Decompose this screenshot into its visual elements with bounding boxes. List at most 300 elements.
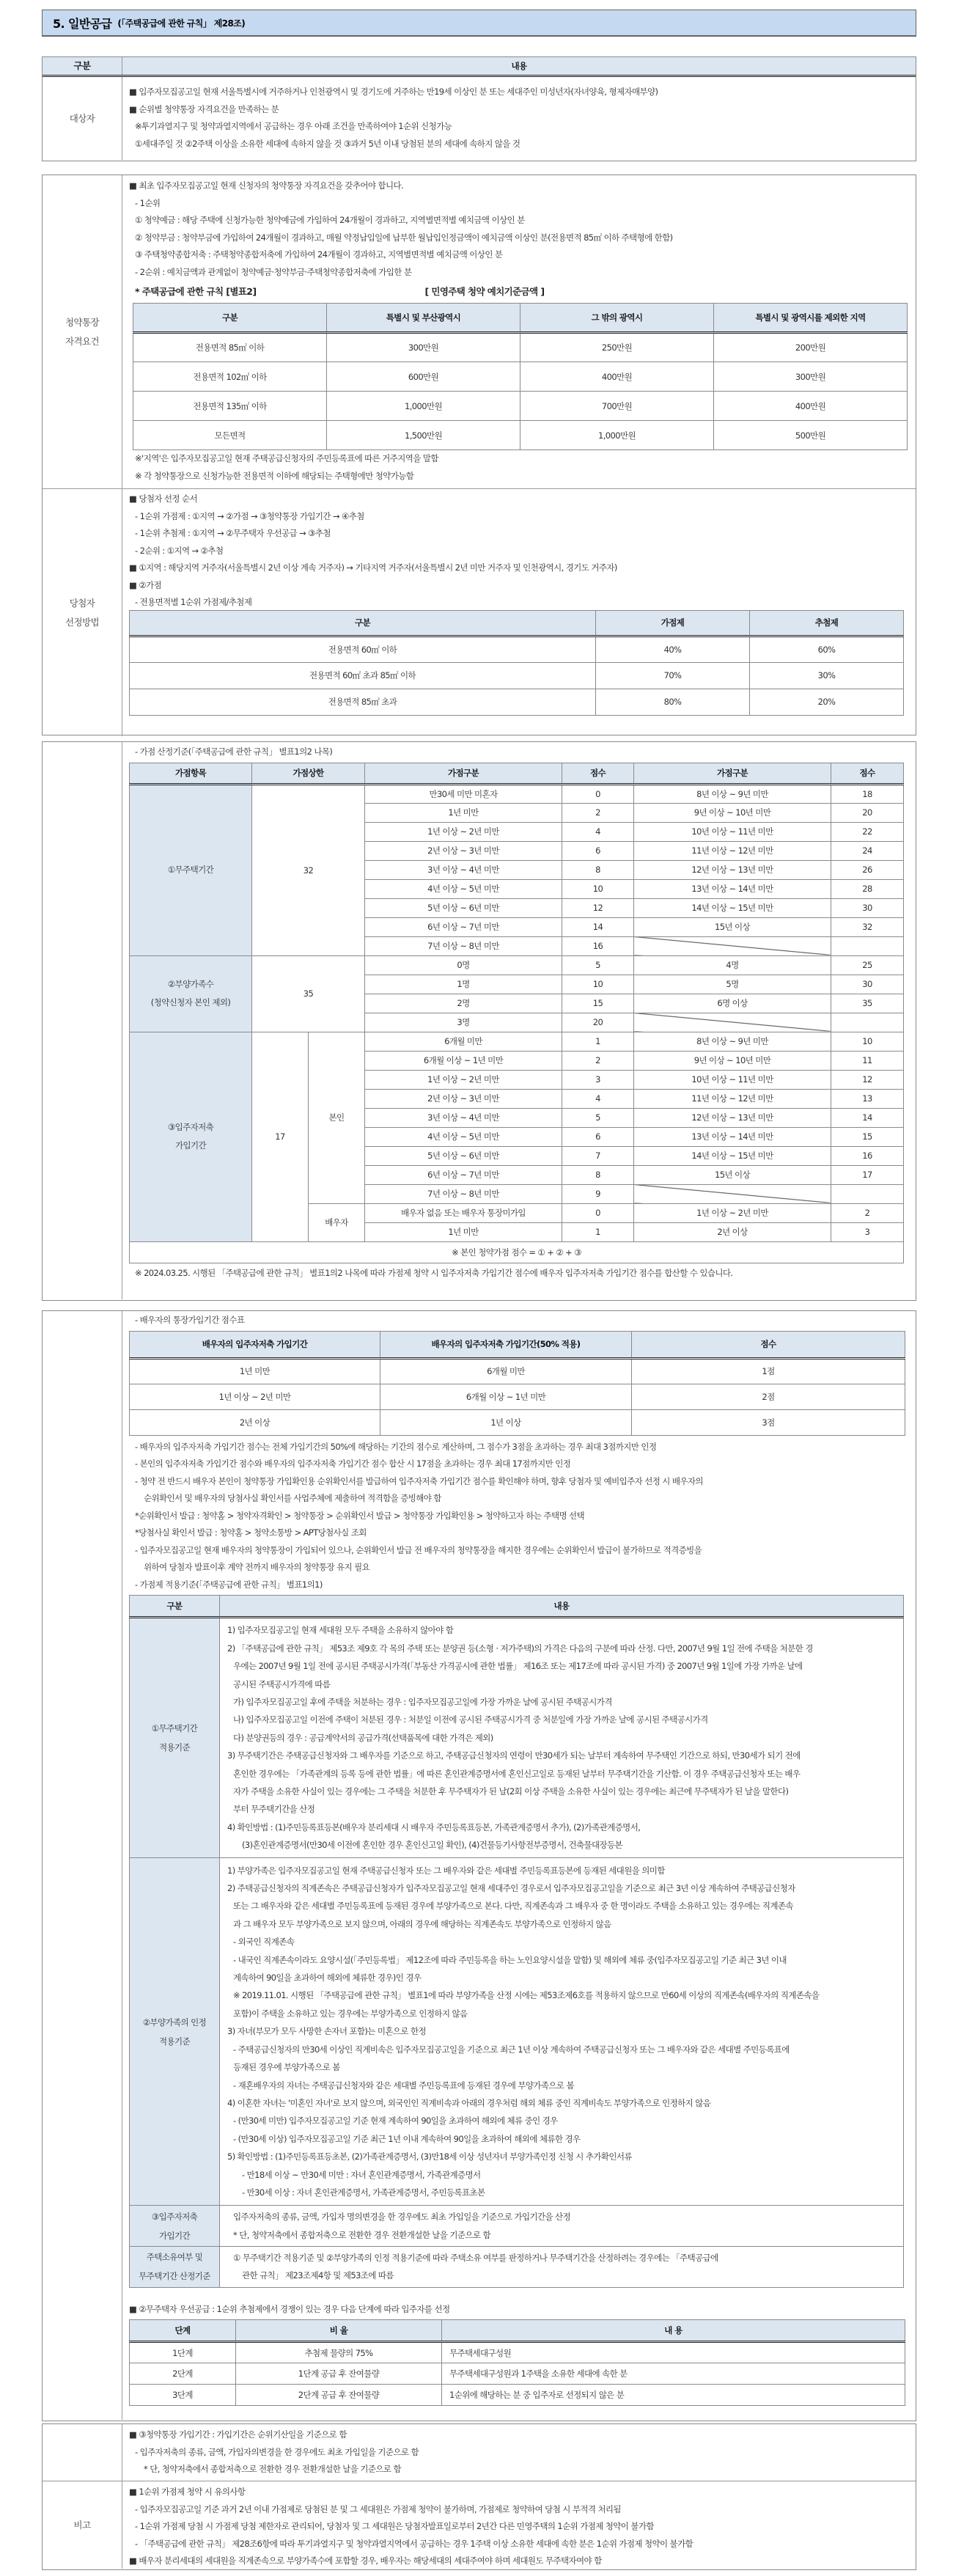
priority-cell: 1순위에 해당하는 분 중 입주자로 선정되지 않은 분 <box>442 2385 905 2406</box>
column-header: 구분 <box>130 610 596 636</box>
points-cell: 4년 이상 ~ 5년 미만 <box>365 879 562 898</box>
points-cell: 16 <box>831 1146 904 1165</box>
points-cell: 32 <box>831 917 904 936</box>
table-cell: 1,000만원 <box>520 421 714 450</box>
points-max: 35 <box>252 955 365 1032</box>
points-cell: 13년 이상 ~ 14년 미만 <box>634 879 831 898</box>
text-line: 1) 부양가족은 입주자모집공고일 현재 주택공급신청자 또는 그 배우자와 같은 세대별 주민등록표등본에 등재된 세대원을 의미함 <box>227 1865 665 1876</box>
table-header-row <box>130 610 904 636</box>
table-row <box>133 392 908 421</box>
points-cell: 2년 이상 <box>634 1222 831 1241</box>
table-cell: 모든면적 <box>133 421 327 450</box>
text-line: - 입주자모집공고일 기준 과거 2년 이내 가점제로 당첨된 분 및 그 세대원은 가점제 청약이 불가하며, 가점제로 청약하여 당첨 시 부적격 처리됨 <box>135 2503 621 2514</box>
criteria-label: ②부양가족의 인정 적용기준 <box>130 1858 220 2206</box>
text-line: - 외국인 직계존속 <box>233 1937 295 1948</box>
text-line: - 2순위 : ①지역 → ②추첨 <box>135 545 224 556</box>
text-line: - 1순위 추첨제 : ①지역 → ②무주택자 우선공급 → ③추첨 <box>135 528 331 538</box>
table-cell: 전용면적 85㎡ 초과 <box>130 689 596 715</box>
text-line: 3) 무주택기간은 주택공급신청자와 그 배우자를 기준으로 하고, 주택공급신청자의 연령이 만30세가 되는 날부터 계속하여 무주택인 기간으로 하되, 만30세가 되기 전에 <box>227 1750 801 1761</box>
points-cell: 4명 <box>634 955 831 975</box>
column-header: 그 밖의 광역시 <box>520 304 714 333</box>
table-cell: 전용면적 60㎡ 이하 <box>130 636 596 662</box>
text-line: 입주자저축의 종류, 금액, 가입자 명의변경을 한 경우에도 최초 가입일을 기준으로 가입기간을 산정 <box>233 2212 571 2223</box>
table-cell: 6개월 미만 <box>380 1358 632 1384</box>
column-header: 가점구분 <box>365 763 562 784</box>
text-line: 관한 규칙」 제23조제4항 및 제53조에 따름 <box>242 2270 394 2281</box>
points-cell: 만30세 미만 미혼자 <box>365 784 562 803</box>
column-header: 특별시 및 광역시를 제외한 지역 <box>714 304 908 333</box>
points-cell: 4 <box>562 822 634 841</box>
text-line: ■ ②가점 <box>129 579 162 590</box>
text-line: 다) 분양권등의 경우 : 공급계약서의 공급가격(선택품목에 대한 가격은 제외) <box>233 1732 493 1743</box>
spouse-points-table <box>129 1331 905 1436</box>
points-cell: 1년 미만 <box>365 803 562 822</box>
points-cell: 35 <box>831 994 904 1013</box>
points-cell: 10년 이상 ~ 11년 미만 <box>634 822 831 841</box>
column-header: 구분 <box>130 1596 220 1618</box>
points-cell: 30 <box>831 975 904 994</box>
text-line: 순위확인서 및 배우자의 당첨사실 확인서를 사업주체에 제출하여 적격함을 증빙해야 함 <box>144 1493 441 1503</box>
column-header: 가점구분 <box>634 763 831 784</box>
points-max: 32 <box>252 784 365 955</box>
column-header: 특별시 및 부산광역시 <box>327 304 520 333</box>
points-cell: 13년 이상 ~ 14년 미만 <box>634 1127 831 1146</box>
table-row <box>130 689 904 715</box>
text-line: ■ 1순위 가점제 청약 시 유의사항 <box>129 2487 246 2497</box>
text-line: ② 청약부금 : 청약부금에 가입하여 24개월이 경과하고, 매월 약정납입일에 납부한 월납입인정금액이 예치금액 이상인 분(전용면적 85㎡ 이하 주택형에 한함) <box>135 232 673 243</box>
column-header: 비 율 <box>236 2320 442 2342</box>
text-line: - 청약 전 반드시 배우자 본인이 청약통장 가입확인용 순위확인서를 발급하여 입주자저축 가입기간 점수를 확인해야 하며, 향후 당첨자 및 예비입주자 선정 시 배우자의 <box>135 1475 703 1486</box>
table-cell: 300만원 <box>327 333 520 362</box>
priority-cell: 1단계 <box>130 2342 236 2363</box>
table-cell: 700만원 <box>520 392 714 421</box>
points-cell: 2년 이상 ~ 3년 미만 <box>365 1089 562 1108</box>
deposit-caption-center: [ 민영주택 청약 예치기준금액 ] <box>424 285 545 297</box>
table-row <box>130 1384 905 1409</box>
text-line: - (만30세 이상) 입주자모집공고일 기준 최근 1년 이내 계속하여 90일을 초과하여 해외에 체류한 경우 <box>233 2133 581 2144</box>
row-label-account: 청약통장 자격요건 <box>43 175 122 488</box>
criteria-content <box>220 1858 904 2206</box>
text-line: ※ 각 청약통장으로 신청가능한 전용면적 이하에 해당되는 주택형에만 청약가능함 <box>135 470 414 481</box>
text-line: 등재된 경우에 부양가족으로 봄 <box>233 2062 340 2073</box>
table-cell: 600만원 <box>327 362 520 392</box>
period-content <box>122 2424 916 2481</box>
empty-cell <box>831 1013 904 1032</box>
text-line: * 단, 청약저축에서 종합저축으로 전환한 경우 전환개설한 날을 기준으로 함 <box>233 2229 490 2240</box>
table-cell: 전용면적 85㎡ 이하 <box>133 333 327 362</box>
table-cell: 200만원 <box>714 333 908 362</box>
text-line: - 전용면적별 1순위 가점제/추첨제 <box>135 597 252 607</box>
remarks-content <box>122 2481 916 2569</box>
points-cell: 6 <box>562 1127 634 1146</box>
points-subgroup-label: 본인 <box>309 1032 365 1203</box>
text-line: - (만30세 미만) 입주자모집공고일 기준 현재 계속하여 90일을 초과하여 해외에 체류 중인 경우 <box>233 2116 558 2127</box>
points-cell: 17 <box>831 1165 904 1184</box>
table-cell: 6개월 이상 ~ 1년 미만 <box>380 1384 632 1409</box>
table-cell: 2년 이상 <box>130 1409 380 1435</box>
table-cell: 1년 미만 <box>130 1358 380 1384</box>
points-cell: 18 <box>831 784 904 803</box>
text-line: * 단, 청약저축에서 종합저축으로 전환한 경우 전환개설한 날을 기준으로 함 <box>144 2464 401 2474</box>
text-line: 4) 이혼한 자녀는 '미혼인 자녀'로 보지 않으며, 외국인인 직계비속과 아래의 경우처럼 해외 체류 중인 직계비속도 부양가족으로 인정하지 않음 <box>227 2097 711 2108</box>
table-cell: 1점 <box>632 1358 905 1384</box>
points-cell: 12 <box>562 898 634 917</box>
points-cell: 16 <box>562 936 634 955</box>
text-line: 우에는 2007년 9월 1일 전에 공시된 주택공시가격(「부동산 가격공시에 관한 법률」 제16조 또는 제17조에 따라 공시된 가격) 중 2007년 9월 1일에 가장 가까운 날에 <box>233 1661 803 1672</box>
points-cell: 1 <box>562 1222 634 1241</box>
text-line: ■ 입주자모집공고일 현재 서울특별시에 거주하거나 인천광역시 및 경기도에 거주하는 만19세 이상인 분 또는 세대주인 미성년자(자녀양육, 형제자매부양) <box>129 87 658 97</box>
table-cell: 400만원 <box>714 392 908 421</box>
points-cell: 25 <box>831 955 904 975</box>
points-cell: 1명 <box>365 975 562 994</box>
column-header: 구분 <box>133 304 327 333</box>
text-line: 또는 그 배우자와 같은 세대별 주민등록표에 등재된 경우에 부양가족으로 본다. 다만, 직계존속과 그 배우자 중 한 명이라도 주택을 소유하고 있는 경우에는 직계존속 <box>233 1901 793 1912</box>
column-header: 점수 <box>632 1331 905 1358</box>
text-line: - 입주자저축의 종류, 금액, 가입자의변경을 한 경우에도 최초 가입일을 기준으로 함 <box>135 2446 419 2457</box>
points-cell: 1 <box>562 1032 634 1051</box>
points-cell: 5명 <box>634 975 831 994</box>
points-cell: 3년 이상 ~ 4년 미만 <box>365 860 562 879</box>
points-cell: 0명 <box>365 955 562 975</box>
points-cell: 6개월 미만 <box>365 1032 562 1051</box>
text-line: - 본인의 입주자저축 가입기간 점수와 배우자의 입주자저축 가입기간 점수 합산 시 17점을 초과하는 경우 최대 17점까지만 인정 <box>135 1458 571 1469</box>
column-header: 추첨제 <box>750 610 904 636</box>
points-cell: 10 <box>562 879 634 898</box>
points-cell: 12년 이상 ~ 13년 미만 <box>634 1108 831 1127</box>
points-cell: 8년 이상 ~ 9년 미만 <box>634 1032 831 1051</box>
criteria-content <box>220 2247 904 2288</box>
column-header: 내용 <box>220 1596 904 1618</box>
points-cell: 6개월 이상 ~ 1년 미만 <box>365 1051 562 1070</box>
deposit-caption-left: * 주택공급에 관한 규칙 [별표2] <box>135 285 257 297</box>
points-max: 17 <box>252 1032 309 1241</box>
points-box <box>42 741 916 1301</box>
points-cell: 5 <box>562 1108 634 1127</box>
priority-cell: 2단계 <box>130 2363 236 2385</box>
points-cell: 7년 이상 ~ 8년 미만 <box>365 1184 562 1203</box>
criteria-row <box>130 2247 904 2288</box>
column-header: 점수 <box>562 763 634 784</box>
points-cell: 9년 이상 ~ 10년 미만 <box>634 1051 831 1070</box>
points-cell: 6년 이상 ~ 7년 미만 <box>365 1165 562 1184</box>
section-title-main: 5. 일반공급 <box>53 16 112 31</box>
text-line: - 2순위 : 예치금액과 관계없이 청약예금·청약부금·주택청약종합저축에 가입한 분 <box>135 266 412 277</box>
column-header: 점수 <box>831 763 904 784</box>
points-cell: 1년 이상 ~ 2년 미만 <box>365 822 562 841</box>
criteria-content <box>220 1618 904 1858</box>
points-cell: 8 <box>562 1165 634 1184</box>
text-line: - 1순위 가점제 : ①지역 → ②가점 → ③청약통장 가입기간 → ④추첨 <box>135 510 364 521</box>
points-row <box>130 955 904 975</box>
table-row <box>133 362 908 392</box>
table-cell: 70% <box>596 662 750 689</box>
points-cell: 13 <box>831 1089 904 1108</box>
text-line: - 「주택공급에 관한 규칙」 제28조6항에 따라 투기과열지구 및 청약과열지역에서 공급하는 경우 1주택 이상 소유한 세대에 속한 분은 1순위 가점제 청약이 불가함 <box>135 2538 693 2549</box>
spouse-caption: - 배우자의 통장가입기간 점수표 <box>135 1315 245 1325</box>
text-line: - 만18세 이상 ~ 만30세 미만 : 자녀 혼인관계증명서, 가족관계증명서 <box>242 2169 481 2180</box>
table-row <box>133 421 908 450</box>
points-cell: 1년 미만 <box>365 1222 562 1241</box>
spouse-notes <box>129 1439 905 1594</box>
priority-cell: 추첨제 물량의 75% <box>236 2342 442 2363</box>
table-cell: 400만원 <box>520 362 714 392</box>
text-line: ※'지역'은 입주자모집공고일 현재 주택공급신청자의 주민등록표에 따른 거주지역을 말함 <box>135 453 438 463</box>
points-total: ※ 본인 청약가점 점수 = ① + ② + ③ <box>130 1241 904 1263</box>
points-cell: 15년 이상 <box>634 1165 831 1184</box>
text-line: 포함)이 주택을 소유하고 있는 경우에는 부양가족으로 인정하지 않음 <box>233 2008 468 2019</box>
table-cell: 60% <box>750 636 904 662</box>
text-line: ③ 주택청약종합저축 : 주택청약종합저축에 가입하여 24개월이 경과하고, 지역별면적별 예치금액 이상인 분 <box>135 249 503 260</box>
points-cell: 4 <box>562 1089 634 1108</box>
priority-row <box>130 2342 905 2363</box>
text-line: - 1순위 <box>135 197 161 208</box>
account-selection-box <box>42 175 916 735</box>
points-item-label: ③입주자저축 가입기간 <box>130 1032 252 1241</box>
empty-cell <box>634 1184 831 1203</box>
points-cell: 22 <box>831 822 904 841</box>
text-line: 2) 「주택공급에 관한 규칙」 제53조 제9호 각 목의 주택 또는 분양권 등(소형 · 저가주택)의 가격은 다음의 구분에 따라 산정. 다만, 2007년 9월 1일 전에 주택을 처분한 경 <box>227 1643 813 1654</box>
text-line: ■ ①지역 : 해당지역 거주자(서울특별시 2년 이상 계속 거주자) → 기타지역 거주자(서울특별시 2년 미만 거주자 및 인천광역시, 경기도 거주자) <box>129 562 617 573</box>
text-line: 1) 입주자모집공고일 현재 세대원 모두 주택을 소유하지 않아야 함 <box>227 1625 454 1636</box>
text-line: 공시된 주택공시가격에 따름 <box>233 1678 331 1689</box>
table-cell: 80% <box>596 689 750 715</box>
points-cell: 9년 이상 ~ 10년 미만 <box>634 803 831 822</box>
points-cell: 10 <box>562 975 634 994</box>
remarks-box <box>42 2423 916 2570</box>
text-line: - 가점제 적용기준(「주택공급에 관한 규칙」 별표1의1) <box>135 1579 323 1590</box>
table-header-row <box>130 2320 905 2342</box>
points-cell: 배우자 없음 또는 배우자 통장미가입 <box>365 1203 562 1222</box>
points-cell: 2명 <box>365 994 562 1013</box>
table-cell: 1,000만원 <box>327 392 520 421</box>
table-cell: 전용면적 60㎡ 초과 85㎡ 이하 <box>130 662 596 689</box>
points-subgroup-label: 배우자 <box>309 1203 365 1241</box>
points-cell: 15 <box>562 994 634 1013</box>
table-cell: 2점 <box>632 1384 905 1409</box>
table-header-row <box>130 1596 904 1618</box>
priority-cell: 2단계 공급 후 잔여물량 <box>236 2385 442 2406</box>
text-line: *순위확인서 발급 : 청약홈 > 청약자격확인 > 청약통장 > 순위확인서 발급 > 청약통장 가입확인용 > 청약하고자 하는 주택명 선택 <box>135 1510 585 1521</box>
table-row <box>133 333 908 362</box>
criteria-content <box>122 1311 916 2420</box>
text-line: ※ 2019.11.01. 시행된 「주택공급에 관한 규칙」 별표1에 따라 부양가족을 산정 시에는 제53조제6호를 적용하지 않으므로 만60세 이상의 직계존속(배우자의 직계존속을 <box>233 1990 820 2001</box>
priority-table <box>129 2319 905 2406</box>
points-cell: 20 <box>562 1013 634 1032</box>
ratio-table <box>129 610 904 716</box>
row-label-selection: 당첨자 선정방법 <box>43 489 122 736</box>
text-line: (3)혼인관계증명서(만30세 이전에 혼인한 경우 혼인신고일 확인), (4)건물등기사항전부증명서, 건축물대장등본 <box>242 1840 623 1851</box>
points-cell: 20 <box>831 803 904 822</box>
table-header <box>43 57 916 77</box>
text-line: ■ 배우자 분리세대의 세대원을 직계존속으로 부양가족수에 포함할 경우, 배우자는 해당세대의 세대주여야 하며 세대원도 무주택자여야 함 <box>129 2555 602 2566</box>
points-cell: 28 <box>831 879 904 898</box>
table-cell: 전용면적 102㎡ 이하 <box>133 362 327 392</box>
points-cell: 11 <box>831 1051 904 1070</box>
column-header: 단계 <box>130 2320 236 2342</box>
criteria-table <box>129 1595 904 2288</box>
points-row <box>130 784 904 803</box>
points-cell: 5년 이상 ~ 6년 미만 <box>365 898 562 917</box>
priority-cell: 무주택세대구성원과 1주택을 소유한 세대에 속한 분 <box>442 2363 905 2385</box>
empty-label <box>43 1311 122 2420</box>
criteria-label: ①무주택기간 적용기준 <box>130 1618 220 1858</box>
points-cell: 2년 이상 ~ 3년 미만 <box>365 841 562 860</box>
points-cell: 6년 이상 ~ 7년 미만 <box>365 917 562 936</box>
points-cell: 14년 이상 ~ 15년 미만 <box>634 898 831 917</box>
table-cell: 500만원 <box>714 421 908 450</box>
points-item-label: ①무주택기간 <box>130 784 252 955</box>
points-cell: 10년 이상 ~ 11년 미만 <box>634 1070 831 1089</box>
points-cell: 14 <box>562 917 634 936</box>
text-line: ※투기과열지구 및 청약과열지역에서 공급하는 경우 아래 조건을 만족하여야 1순위 신청가능 <box>135 121 452 131</box>
empty-cell <box>831 936 904 955</box>
text-line: 4) 확인방법 : (1)주민등록표등본(배우자 분리세대 시 배우자 주민등록표등본, 가족관계증명서 추가), (2)가족관계증명서, <box>227 1821 641 1832</box>
points-cell: 15년 이상 <box>634 917 831 936</box>
text-line: 가) 입주자모집공고일 후에 주택을 처분하는 경우 : 입주자모집공고일에 가장 가까운 날에 공시된 주택공시가격 <box>233 1696 612 1707</box>
header-category: 구분 <box>43 57 122 75</box>
points-cell: 12년 이상 ~ 13년 미만 <box>634 860 831 879</box>
points-cell: 8 <box>562 860 634 879</box>
row-label-remarks: 비고 <box>43 2481 122 2569</box>
text-line: 과 그 배우자 모두 부양가족으로 보지 않으며, 아래의 경우에 해당하는 직계존속도 부양가족으로 인정하지 않음 <box>233 1918 611 1929</box>
text-line: *당첨사실 확인서 발급 : 청약홈 > 청약소통방 > APT당첨사실 조회 <box>135 1527 367 1538</box>
table-cell: 1,500만원 <box>327 421 520 450</box>
points-cell: 3명 <box>365 1013 562 1032</box>
text-line: 2) 주택공급신청자의 직계존속은 주택공급신청자가 입주자모집공고일 현재 세대주인 경우로서 입주자모집공고일을 기준으로 최근 3년 이상 계속하여 주택공급신청자 <box>227 1883 795 1894</box>
points-cell: 14년 이상 ~ 15년 미만 <box>634 1146 831 1165</box>
points-cell: 15 <box>831 1127 904 1146</box>
text-line: 계속하여 90일을 초과하여 해외에 체류한 경우)인 경우 <box>233 1973 422 1984</box>
points-total-row <box>130 1241 904 1263</box>
points-cell: 0 <box>562 1203 634 1222</box>
column-header: 배우자의 입주자저축 가입기간(50% 적용) <box>380 1331 632 1358</box>
points-cell: 1년 이상 ~ 2년 미만 <box>634 1203 831 1222</box>
column-header: 가점항목 <box>130 763 252 784</box>
text-line: 혼인한 경우에는 「가족관계의 등록 등에 관한 법률」에 따른 혼인관계증명서에 혼인신고일로 등재된 날부터 무주택기간을 기산함. 이 경우 주택공급신청자 또는 배우 <box>233 1768 801 1779</box>
points-cell: 2 <box>562 1051 634 1070</box>
points-caption: - 가점 산정기준(「주택공급에 관한 규칙」 별표1의2 나목) <box>135 746 333 757</box>
text-line: 나) 입주자모집공고일 이전에 주택이 처분된 경우 : 처분일 이전에 공시된 주택공시가격 중 처분일에 가장 가까운 날에 공시된 주택공시가격 <box>233 1714 708 1725</box>
points-cell: 6명 이상 <box>634 994 831 1013</box>
text-line: ① 청약예금 : 해당 주택에 신청가능한 청약예금에 가입하여 24개월이 경과하고, 지역별면적별 예치금액 이상인 분 <box>135 215 525 225</box>
text-line: - 재혼배우자의 자녀는 주택공급신청자와 같은 세대별 주민등록표에 등재된 경우에 부양가족으로 봄 <box>233 2080 574 2091</box>
account-lines <box>129 177 908 281</box>
points-cell: 8년 이상 ~ 9년 미만 <box>634 784 831 803</box>
points-cell: 1년 이상 ~ 2년 미만 <box>365 1070 562 1089</box>
section-title <box>42 10 916 37</box>
points-cell: 14 <box>831 1108 904 1127</box>
text-line: - 만30세 이상 : 자녀 혼인관계증명서, 가족관계증명서, 주민등록표초본 <box>242 2187 485 2198</box>
section-title-sub: (「주택공급에 관한 규칙」 제28조) <box>117 18 246 29</box>
table-cell: 3점 <box>632 1409 905 1435</box>
criteria-box <box>42 1310 916 2421</box>
points-cell: 2 <box>562 803 634 822</box>
points-cell: 4년 이상 ~ 5년 미만 <box>365 1127 562 1146</box>
priority-row <box>130 2385 905 2406</box>
points-cell: 3 <box>562 1070 634 1089</box>
criteria-label: ③입주자저축 가입기간 <box>130 2206 220 2247</box>
criteria-label: 주택소유여부 및 무주택기간 산정기준 <box>130 2247 220 2288</box>
table-cell: 30% <box>750 662 904 689</box>
column-header: 배우자의 입주자저축 가입기간 <box>130 1331 380 1358</box>
text-line: - 1순위 가점제 당첨 시 가점제 당첨 제한자로 관리되어, 당첨자 및 그 세대원은 당첨자발표일로부터 2년간 다른 민영주택의 1순위 가점제 청약이 불가함 <box>135 2521 654 2531</box>
column-header: 내 용 <box>442 2320 905 2342</box>
points-cell: 7 <box>562 1146 634 1165</box>
text-line: - 배우자의 입주자저축 가입기간 점수는 전체 가입기간의 50%에 해당하는 기간의 점수로 계산하며, 그 점수가 3점을 초과하는 경우 최대 3점까지만 인정 <box>135 1441 657 1452</box>
points-cell: 6 <box>562 841 634 860</box>
table-row <box>130 1358 905 1384</box>
points-note: ※ 2024.03.25. 시행된 「주택공급에 관한 규칙」 별표1의2 나목에 따라 가점제 청약 시 입주자저축 가입기간 점수에 배우자 입주자저축 가입기간 점수를 합산할 수 있습니다. <box>135 1267 733 1278</box>
empty-label <box>43 742 122 1299</box>
points-cell: 26 <box>831 860 904 879</box>
account-content <box>122 175 918 488</box>
points-table <box>129 763 904 1263</box>
selection-lines <box>129 491 905 612</box>
priority-cell: 무주택세대구성원 <box>442 2342 905 2363</box>
table-row <box>130 662 904 689</box>
text-line: ■ 최초 입주자모집공고일 현재 신청자의 청약통장 자격요건을 갖추어야 합니다. <box>129 180 404 191</box>
column-header: 가점상한 <box>252 763 365 784</box>
points-cell: 12 <box>831 1070 904 1089</box>
row-label-target: 대상자 <box>43 77 122 160</box>
priority-cell: 3단계 <box>130 2385 236 2406</box>
points-cell: 11년 이상 ~ 12년 미만 <box>634 1089 831 1108</box>
table-cell: 300만원 <box>714 362 908 392</box>
column-header: 가점제 <box>596 610 750 636</box>
text-line: 위하여 당첨자 발표이후 계약 전까지 배우자의 청약통장 유지 필요 <box>144 1562 370 1572</box>
text-line: - 주택공급신청자의 만30세 이상인 직계비속은 입주자모집공고일을 기준으로 최근 1년 이상 계속하여 주택공급신청자 또는 그 배우자와 같은 세대별 주민등록표에 <box>233 2044 790 2055</box>
points-cell: 3년 이상 ~ 4년 미만 <box>365 1108 562 1127</box>
criteria-row <box>130 1618 904 1858</box>
table-row <box>130 1409 905 1435</box>
points-cell: 0 <box>562 784 634 803</box>
text-line: 5) 확인방법 : (1)주민등록표등초본, (2)가족관계증명서, (3)만18세 이상 성년자녀 부양가족인정 신청 시 추가확인서류 <box>227 2151 632 2162</box>
text-line: ■ 당첨자 선정 순서 <box>129 493 197 504</box>
empty-cell <box>831 1184 904 1203</box>
text-line: 자가 주택을 소유한 사실이 있는 경우에는 그 주택을 처분한 후 무주택자가 된 날(2회 이상 주택을 소유한 사실이 있는 경우에는 최근에 무주택자가 된 날을 말한다) <box>233 1786 789 1797</box>
criteria-row <box>130 2206 904 2247</box>
table-cell: 1년 이상 <box>380 1409 632 1435</box>
empty-cell <box>634 936 831 955</box>
text-line: - 내국인 직계존속이라도 요양시설(「주민등록법」 제12조에 따라 주민등록을 하는 노인요양시설을 말함) 및 해외에 체류 중(입주자모집공고일 기준 최근 3년 이내 <box>233 1954 787 1965</box>
points-cell: 7년 이상 ~ 8년 미만 <box>365 936 562 955</box>
table-header-row <box>130 1331 905 1358</box>
points-cell: 3 <box>831 1222 904 1241</box>
priority-heading: ■ ②무주택자 우선공급 : 1순위 추첨제에서 경쟁이 있는 경우 다음 단계에 따라 입주자를 선정 <box>129 2303 450 2314</box>
table-header-row <box>130 763 904 784</box>
table-cell: 250만원 <box>520 333 714 362</box>
deposit-table <box>133 303 908 450</box>
deposit-notes <box>129 450 908 485</box>
table-header-row <box>133 304 908 333</box>
table-cell: 40% <box>596 636 750 662</box>
criteria-content <box>220 2206 904 2247</box>
target-box <box>42 56 916 161</box>
text-line: 부터 무주택기간을 산정 <box>233 1804 315 1815</box>
empty-label <box>43 2424 122 2481</box>
table-row <box>130 636 904 662</box>
table-cell: 20% <box>750 689 904 715</box>
table-cell: 전용면적 135㎡ 이하 <box>133 392 327 421</box>
points-cell: 24 <box>831 841 904 860</box>
selection-content <box>122 489 916 736</box>
text-line: ■ 순위별 청약통장 자격요건을 만족하는 분 <box>129 103 279 114</box>
text-line: ■ ③청약통장 가입기간 : 가입기간은 순위기산일을 기준으로 함 <box>129 2429 347 2440</box>
text-line: ①세대주일 것 ②2주택 이상을 소유한 세대에 속하지 않을 것 ③과거 5년 이내 당첨된 분의 세대에 속하지 않을 것 <box>135 138 520 149</box>
empty-cell <box>634 1013 831 1032</box>
header-content: 내용 <box>511 61 527 71</box>
deposit-caption <box>129 281 908 301</box>
